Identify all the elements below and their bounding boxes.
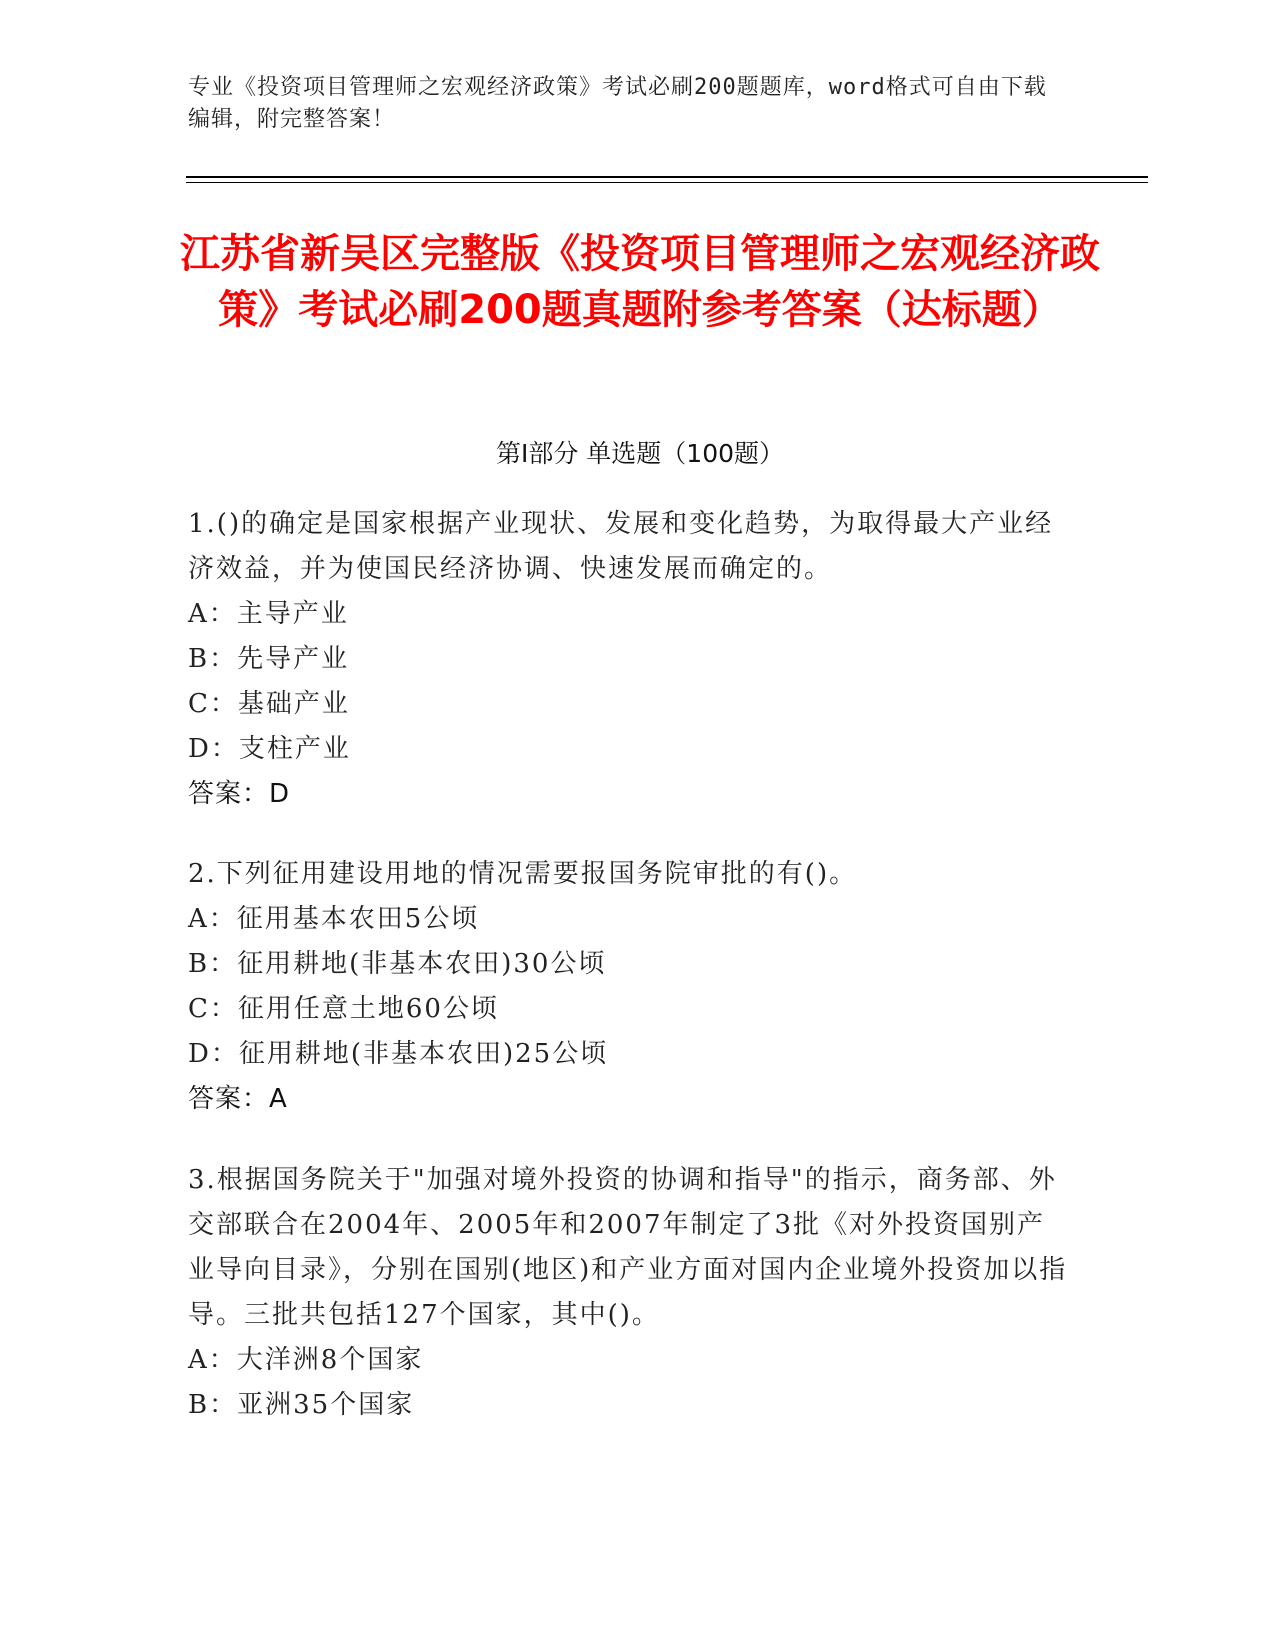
- header-note: 专业《投资项目管理师之宏观经济政策》考试必刷200题题库，word格式可自由下载编辑，附完整答案！: [188, 75, 1047, 132]
- option-b: B：先导产业: [188, 644, 350, 674]
- question-2: [188, 852, 1068, 1122]
- header-rule-thin: [186, 182, 1148, 183]
- question-stem: 2.下列征用建设用地的情况需要报国务院审批的有()。: [188, 859, 858, 889]
- option-d: D：征用耕地(非基本农田)25公顷: [188, 1039, 609, 1069]
- option-a: A：主导产业: [188, 599, 349, 629]
- option-c: C：基础产业: [188, 689, 350, 719]
- option-b: B：亚洲35个国家: [188, 1390, 415, 1420]
- question-stem: 1.()的确定是国家根据产业现状、发展和变化趋势，为取得最大产业经济效益，并为使国民经济协调、快速发展而确定的。: [188, 509, 1054, 584]
- answer-label: 答案：A: [188, 1084, 288, 1114]
- question-stem: 3.根据国务院关于"加强对境外投资的协调和指导"的指示，商务部、外交部联合在2004年、2005年和2007年制定了3批《对外投资国别产业导向目录》，分别在国别(地区)和产业方面对国内企业境外投资加以指导。三批共包括127个国家，其中()。: [188, 1165, 1068, 1330]
- option-c: C：征用任意土地60公顷: [188, 994, 499, 1024]
- header-rule-thick: [186, 176, 1148, 178]
- option-a: A：征用基本农田5公顷: [188, 904, 480, 934]
- section-title: 第I部分 单选题（100题）: [495, 439, 785, 468]
- option-a: A：大洋洲8个国家: [188, 1345, 424, 1375]
- option-d: D：支柱产业: [188, 734, 351, 764]
- question-1: [188, 502, 1068, 817]
- option-b: B：征用耕地(非基本农田)30公顷: [188, 949, 607, 979]
- question-3: [188, 1158, 1068, 1428]
- document-title: 江苏省新吴区完整版《投资项目管理师之宏观经济政策》考试必刷200题真题附参考答案（达标题）: [180, 231, 1100, 333]
- answer-label: 答案：D: [188, 779, 291, 809]
